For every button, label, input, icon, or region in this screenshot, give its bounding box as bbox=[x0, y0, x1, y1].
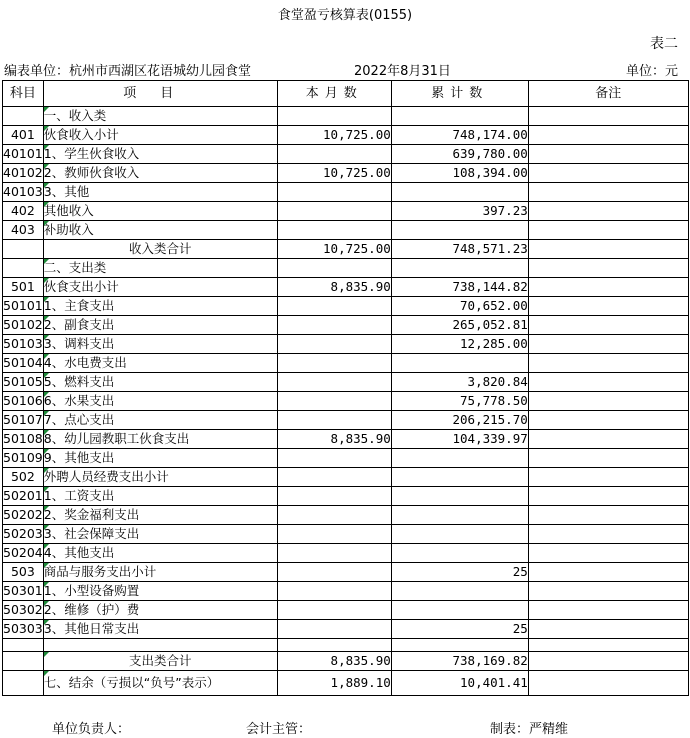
row-cumulative-amount: 70,652.00 bbox=[391, 297, 528, 316]
row-cumulative-amount bbox=[391, 107, 528, 126]
row-month-amount bbox=[277, 259, 391, 278]
row-code bbox=[3, 639, 44, 652]
row-item: 1、主食支出 bbox=[43, 297, 277, 316]
table-row bbox=[3, 671, 689, 696]
row-note bbox=[528, 563, 688, 582]
table-row bbox=[3, 449, 689, 468]
row-code: 50302 bbox=[3, 601, 44, 620]
row-cumulative-amount bbox=[391, 639, 528, 652]
row-cumulative-amount: 748,571.23 bbox=[391, 240, 528, 259]
row-item: 2、奖金福利支出 bbox=[43, 506, 277, 525]
row-note bbox=[528, 601, 688, 620]
header-item: 项目 bbox=[43, 81, 277, 107]
row-item bbox=[43, 639, 277, 652]
row-note bbox=[528, 259, 688, 278]
row-item: 3、其他日常支出 bbox=[43, 620, 277, 639]
table-row bbox=[3, 259, 689, 278]
table-row bbox=[3, 652, 689, 671]
row-month-amount: 10,725.00 bbox=[277, 164, 391, 183]
row-code: 50109 bbox=[3, 449, 44, 468]
row-code: 503 bbox=[3, 563, 44, 582]
row-month-amount bbox=[277, 620, 391, 639]
currency-unit: 单位：元 bbox=[625, 64, 678, 79]
row-note bbox=[528, 164, 688, 183]
row-note bbox=[528, 544, 688, 563]
table-row bbox=[3, 221, 689, 240]
row-note bbox=[528, 221, 688, 240]
row-note bbox=[528, 525, 688, 544]
row-code: 50303 bbox=[3, 620, 44, 639]
row-code: 50103 bbox=[3, 335, 44, 354]
row-item: 伙食支出小计 bbox=[43, 278, 277, 297]
table-row bbox=[3, 639, 689, 652]
row-note bbox=[528, 297, 688, 316]
row-item: 3、其他 bbox=[43, 183, 277, 202]
row-month-amount bbox=[277, 221, 391, 240]
row-month-amount bbox=[277, 525, 391, 544]
row-code bbox=[3, 240, 44, 259]
profit-loss-table bbox=[2, 80, 689, 696]
table-row bbox=[3, 373, 689, 392]
row-note bbox=[528, 506, 688, 525]
row-item: 2、维修（护）费 bbox=[43, 601, 277, 620]
header-row bbox=[3, 81, 689, 107]
row-cumulative-amount bbox=[391, 582, 528, 601]
table-row bbox=[3, 354, 689, 373]
row-item: 收入类合计 bbox=[43, 240, 277, 259]
row-item: 1、学生伙食收入 bbox=[43, 145, 277, 164]
row-note bbox=[528, 126, 688, 145]
table-row bbox=[3, 335, 689, 354]
row-item: 4、其他支出 bbox=[43, 544, 277, 563]
row-code: 50104 bbox=[3, 354, 44, 373]
row-note bbox=[528, 411, 688, 430]
table-row bbox=[3, 107, 689, 126]
row-item: 补助收入 bbox=[43, 221, 277, 240]
table-row bbox=[3, 164, 689, 183]
row-code: 50102 bbox=[3, 316, 44, 335]
row-cumulative-amount bbox=[391, 221, 528, 240]
row-cumulative-amount bbox=[391, 468, 528, 487]
row-code: 50108 bbox=[3, 430, 44, 449]
row-note bbox=[528, 620, 688, 639]
table-row bbox=[3, 563, 689, 582]
row-code: 50301 bbox=[3, 582, 44, 601]
row-cumulative-amount: 639,780.00 bbox=[391, 145, 528, 164]
table-row bbox=[3, 297, 689, 316]
row-item: 1、工资支出 bbox=[43, 487, 277, 506]
row-cumulative-amount: 25 bbox=[391, 563, 528, 582]
row-note bbox=[528, 487, 688, 506]
row-code bbox=[3, 652, 44, 671]
header-cumulative: 累计数 bbox=[391, 81, 528, 107]
row-note bbox=[528, 107, 688, 126]
row-note bbox=[528, 240, 688, 259]
row-item: 2、教师伙食收入 bbox=[43, 164, 277, 183]
row-code: 402 bbox=[3, 202, 44, 221]
row-note bbox=[528, 316, 688, 335]
row-code: 50101 bbox=[3, 297, 44, 316]
row-note bbox=[528, 373, 688, 392]
table-row bbox=[3, 411, 689, 430]
row-month-amount bbox=[277, 639, 391, 652]
row-month-amount: 10,725.00 bbox=[277, 240, 391, 259]
row-cumulative-amount: 397.23 bbox=[391, 202, 528, 221]
row-note bbox=[528, 278, 688, 297]
row-cumulative-amount: 738,144.82 bbox=[391, 278, 528, 297]
row-item: 二、支出类 bbox=[43, 259, 277, 278]
row-note bbox=[528, 671, 688, 696]
table-row bbox=[3, 601, 689, 620]
row-cumulative-amount bbox=[391, 525, 528, 544]
row-month-amount: 8,835.90 bbox=[277, 430, 391, 449]
header-note: 备注 bbox=[528, 81, 688, 107]
row-code: 50202 bbox=[3, 506, 44, 525]
row-item: 商品与服务支出小计 bbox=[43, 563, 277, 582]
row-code: 50201 bbox=[3, 487, 44, 506]
row-cumulative-amount bbox=[391, 183, 528, 202]
row-code: 50107 bbox=[3, 411, 44, 430]
row-month-amount bbox=[277, 601, 391, 620]
row-cumulative-amount: 104,339.97 bbox=[391, 430, 528, 449]
row-code bbox=[3, 259, 44, 278]
row-month-amount bbox=[277, 316, 391, 335]
table-row bbox=[3, 202, 689, 221]
row-item: 6、水果支出 bbox=[43, 392, 277, 411]
row-code: 50204 bbox=[3, 544, 44, 563]
row-item: 7、点心支出 bbox=[43, 411, 277, 430]
row-code: 50203 bbox=[3, 525, 44, 544]
row-month-amount bbox=[277, 183, 391, 202]
row-cumulative-amount: 75,778.50 bbox=[391, 392, 528, 411]
row-cumulative-amount: 738,169.82 bbox=[391, 652, 528, 671]
row-note bbox=[528, 145, 688, 164]
row-item: 其他收入 bbox=[43, 202, 277, 221]
row-month-amount bbox=[277, 506, 391, 525]
row-month-amount bbox=[277, 449, 391, 468]
row-cumulative-amount: 12,285.00 bbox=[391, 335, 528, 354]
row-note bbox=[528, 430, 688, 449]
row-cumulative-amount: 10,401.41 bbox=[391, 671, 528, 696]
row-month-amount bbox=[277, 468, 391, 487]
row-cumulative-amount: 206,215.70 bbox=[391, 411, 528, 430]
row-code: 50106 bbox=[3, 392, 44, 411]
row-note bbox=[528, 582, 688, 601]
row-item: 9、其他支出 bbox=[43, 449, 277, 468]
row-item: 8、幼儿园教职工伙食支出 bbox=[43, 430, 277, 449]
row-cumulative-amount: 3,820.84 bbox=[391, 373, 528, 392]
footer-accountant: 会计主管： bbox=[246, 722, 312, 737]
row-item: 1、小型设备购置 bbox=[43, 582, 277, 601]
table-row bbox=[3, 582, 689, 601]
row-cumulative-amount bbox=[391, 354, 528, 373]
table-row bbox=[3, 620, 689, 639]
sheet-title: 食堂盈亏核算表(0155) bbox=[277, 8, 413, 23]
footer-responsible: 单位负责人： bbox=[52, 722, 131, 737]
row-item: 4、水电费支出 bbox=[43, 354, 277, 373]
row-note bbox=[528, 652, 688, 671]
table-row bbox=[3, 183, 689, 202]
table-number: 表二 bbox=[650, 36, 678, 52]
table-row bbox=[3, 430, 689, 449]
row-cumulative-amount: 265,052.81 bbox=[391, 316, 528, 335]
row-cumulative-amount: 748,174.00 bbox=[391, 126, 528, 145]
row-month-amount: 8,835.90 bbox=[277, 652, 391, 671]
row-item: 3、社会保障支出 bbox=[43, 525, 277, 544]
row-code: 403 bbox=[3, 221, 44, 240]
row-item: 伙食收入小计 bbox=[43, 126, 277, 145]
row-cumulative-amount: 25 bbox=[391, 620, 528, 639]
table-row bbox=[3, 392, 689, 411]
row-item: 七、结余（亏损以“负号”表示） bbox=[43, 671, 277, 696]
row-item: 3、调料支出 bbox=[43, 335, 277, 354]
table-row bbox=[3, 506, 689, 525]
row-item: 2、副食支出 bbox=[43, 316, 277, 335]
row-month-amount: 10,725.00 bbox=[277, 126, 391, 145]
row-code: 40102 bbox=[3, 164, 44, 183]
row-cumulative-amount bbox=[391, 544, 528, 563]
row-item: 外聘人员经费支出小计 bbox=[43, 468, 277, 487]
row-item: 5、燃料支出 bbox=[43, 373, 277, 392]
row-month-amount bbox=[277, 544, 391, 563]
row-month-amount bbox=[277, 373, 391, 392]
row-code bbox=[3, 671, 44, 696]
row-note bbox=[528, 335, 688, 354]
row-note bbox=[528, 449, 688, 468]
row-code: 50105 bbox=[3, 373, 44, 392]
row-code: 501 bbox=[3, 278, 44, 297]
row-cumulative-amount bbox=[391, 487, 528, 506]
header-month: 本月数 bbox=[277, 81, 391, 107]
table-row bbox=[3, 316, 689, 335]
row-item: 一、收入类 bbox=[43, 107, 277, 126]
row-month-amount bbox=[277, 354, 391, 373]
row-note bbox=[528, 468, 688, 487]
row-month-amount: 1,889.10 bbox=[277, 671, 391, 696]
table-row bbox=[3, 544, 689, 563]
header-code: 科目 bbox=[3, 81, 44, 107]
row-code: 40101 bbox=[3, 145, 44, 164]
row-month-amount: 8,835.90 bbox=[277, 278, 391, 297]
row-cumulative-amount bbox=[391, 506, 528, 525]
table-row bbox=[3, 240, 689, 259]
row-note bbox=[528, 202, 688, 221]
row-month-amount bbox=[277, 582, 391, 601]
table-row bbox=[3, 278, 689, 297]
table-row bbox=[3, 487, 689, 506]
footer-preparer: 制表：严精维 bbox=[490, 722, 569, 737]
row-month-amount bbox=[277, 411, 391, 430]
report-date: 2022年8月31日 bbox=[354, 64, 451, 79]
row-item: 支出类合计 bbox=[43, 652, 277, 671]
row-month-amount bbox=[277, 335, 391, 354]
row-code: 401 bbox=[3, 126, 44, 145]
row-month-amount bbox=[277, 297, 391, 316]
row-cumulative-amount bbox=[391, 449, 528, 468]
row-cumulative-amount: 108,394.00 bbox=[391, 164, 528, 183]
reporting-unit: 编表单位：杭州市西湖区花语城幼儿园食堂 bbox=[4, 64, 252, 79]
table-row bbox=[3, 126, 689, 145]
row-cumulative-amount bbox=[391, 601, 528, 620]
row-code bbox=[3, 107, 44, 126]
table-row bbox=[3, 468, 689, 487]
row-note bbox=[528, 183, 688, 202]
row-note bbox=[528, 392, 688, 411]
row-month-amount bbox=[277, 107, 391, 126]
row-note bbox=[528, 639, 688, 652]
table-row bbox=[3, 525, 689, 544]
row-month-amount bbox=[277, 392, 391, 411]
row-month-amount bbox=[277, 487, 391, 506]
row-cumulative-amount bbox=[391, 259, 528, 278]
row-month-amount bbox=[277, 563, 391, 582]
row-month-amount bbox=[277, 202, 391, 221]
row-note bbox=[528, 354, 688, 373]
row-month-amount bbox=[277, 145, 391, 164]
table-row bbox=[3, 145, 689, 164]
row-code: 502 bbox=[3, 468, 44, 487]
row-code: 40103 bbox=[3, 183, 44, 202]
